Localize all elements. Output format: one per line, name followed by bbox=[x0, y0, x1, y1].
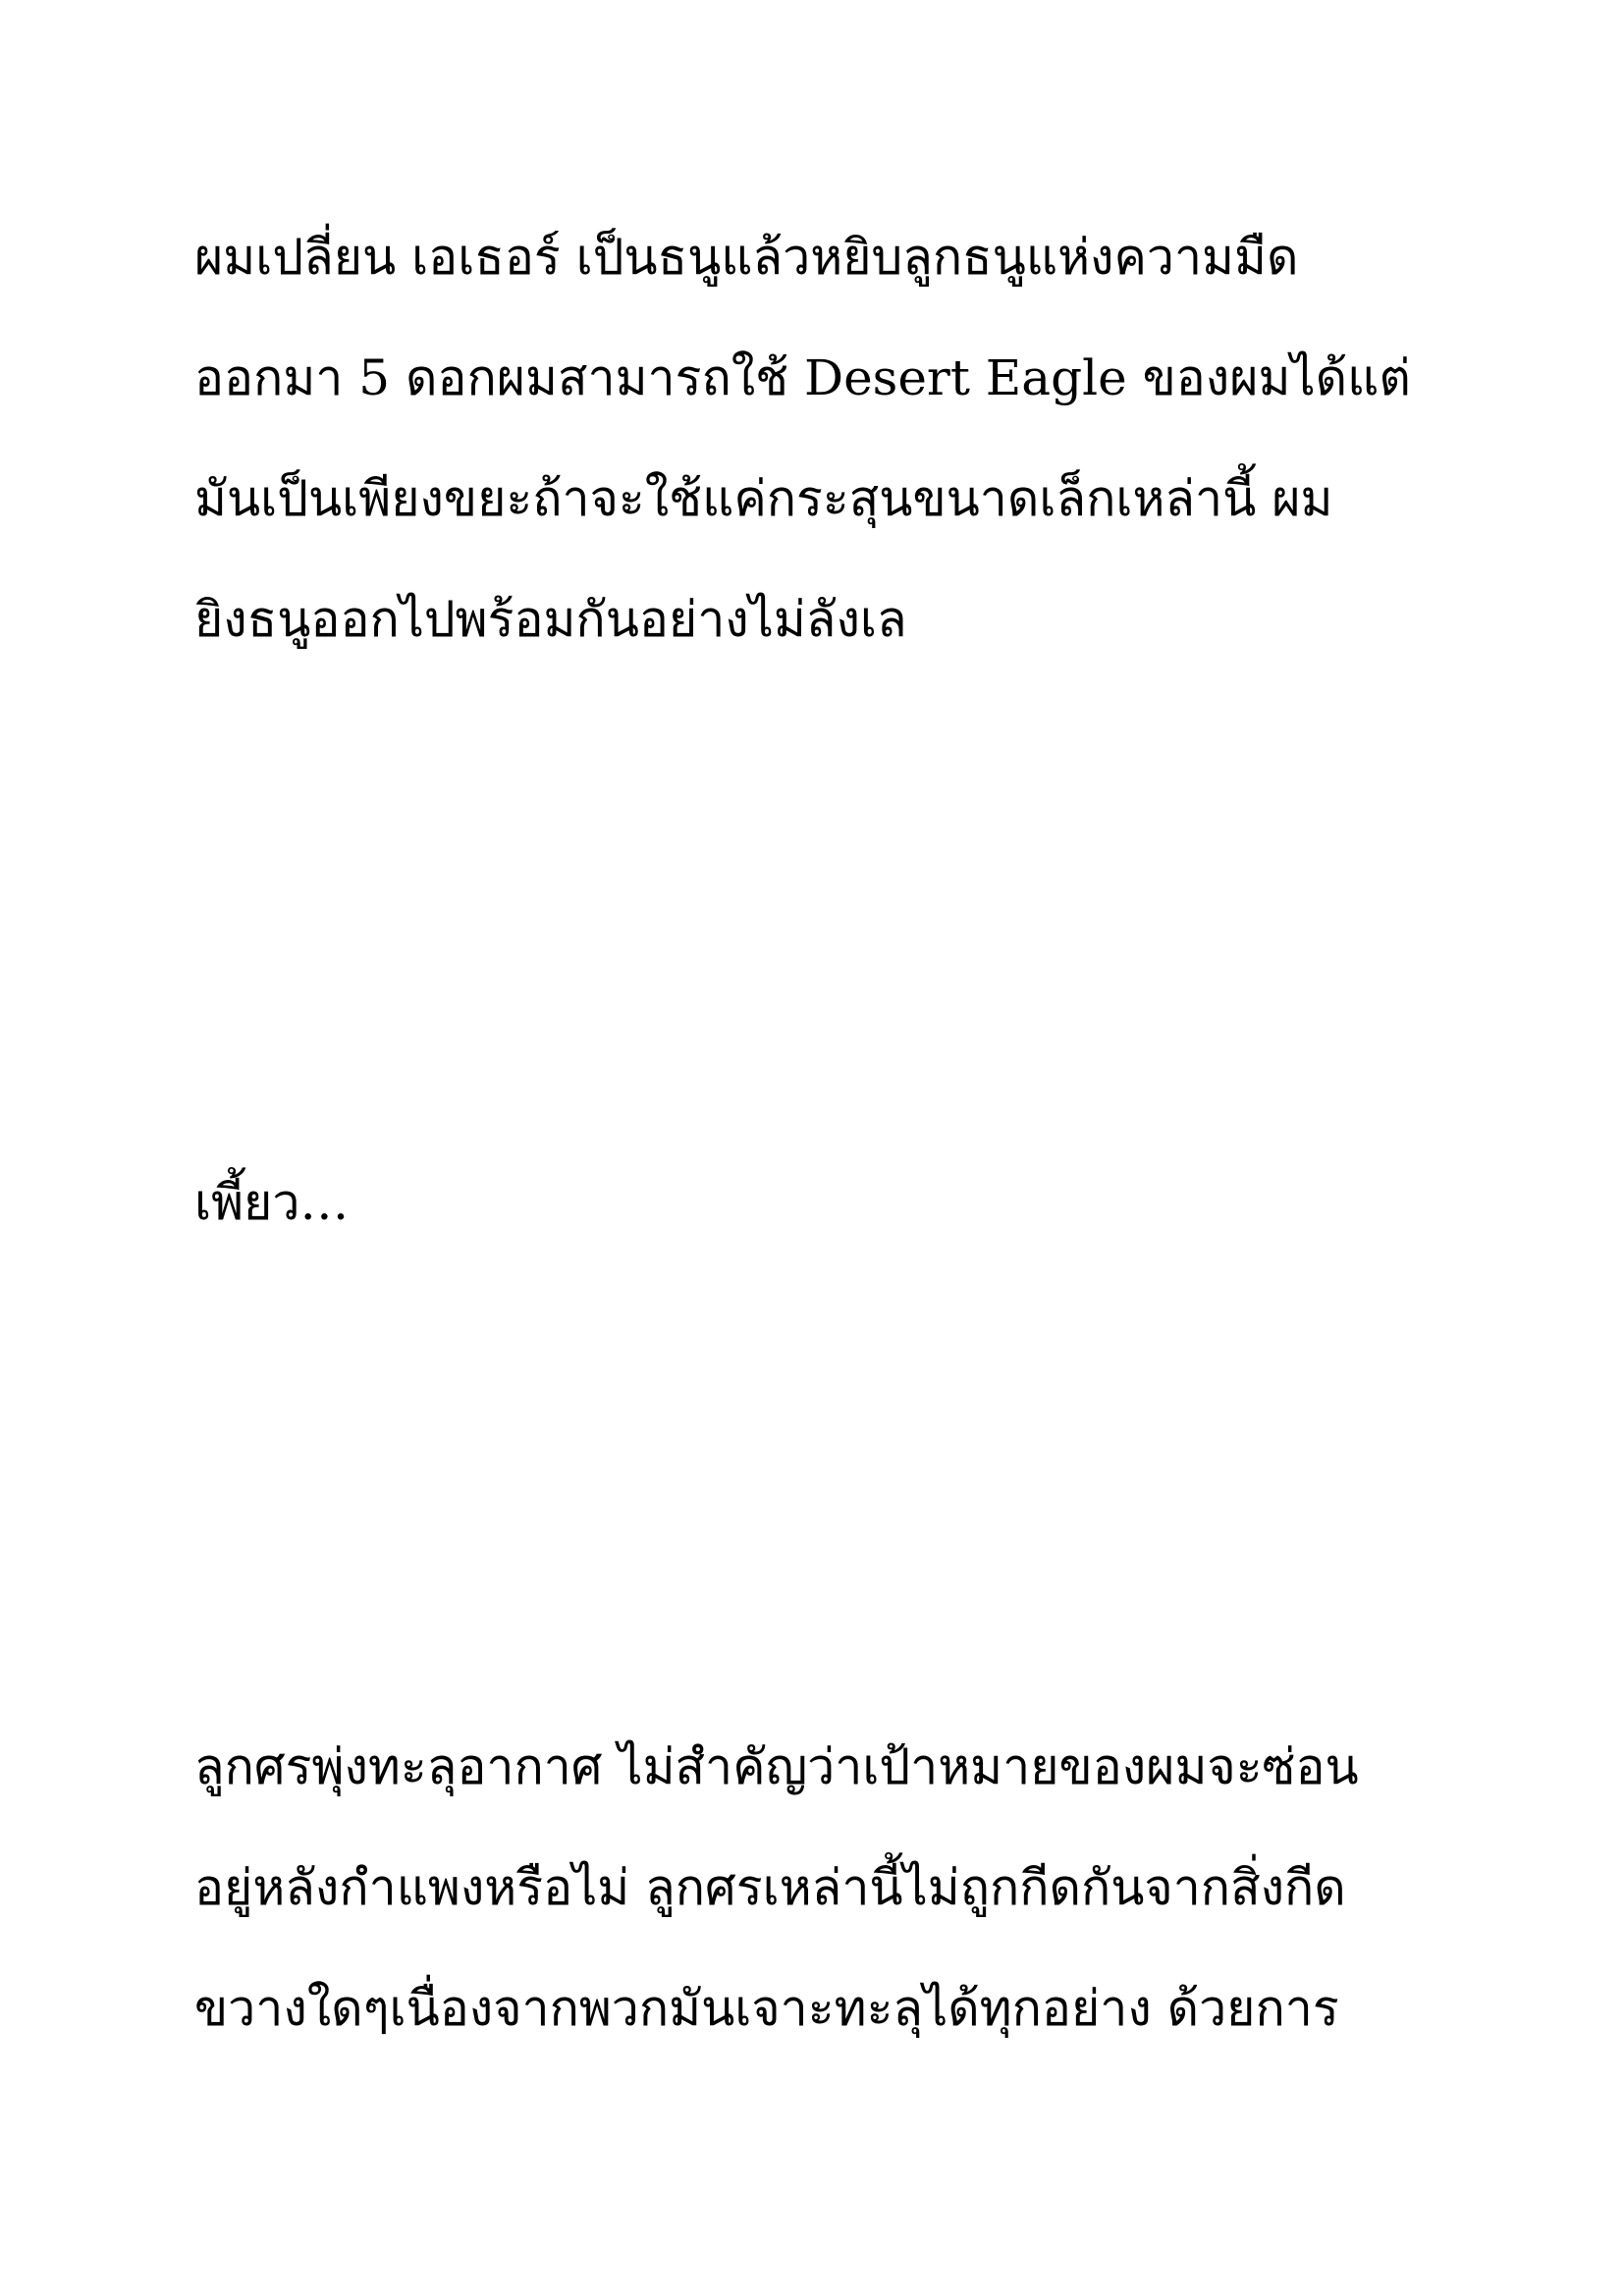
text-line: อยู่หลังกำแพงหรือไม่ ลูกศรเหล่านี้ไม่ถูกกีดกันจากสิ่งกีด bbox=[194, 1859, 1346, 1916]
text-line: มันเป็นเพียงขยะถ้าจะใช้แค่กระสุนขนาดเล็กเหล่านี้ ผม bbox=[194, 470, 1333, 527]
text-line: ยิงธนูออกไปพร้อมกันอย่างไม่ลังเล bbox=[194, 591, 907, 648]
text-line: ลูกศรพุ่งทะลุอากาศ ไม่สำคัญว่าเป้าหมายของผมจะซ่อน bbox=[194, 1738, 1359, 1795]
text-line: ออกมา 5 ดอกผมสามารถใช้ Desert Eagle ของผมได้แต่ bbox=[194, 349, 1411, 406]
text-line: เพี้ยว… bbox=[194, 1174, 350, 1231]
text-line: ผมเปลี่ยน เอเธอร์ เป็นธนูแล้วหยิบลูกธนูแห่งความมืด bbox=[194, 229, 1299, 286]
text-line: ขวางใดๆเนื่องจากพวกมันเจาะทะลุได้ทุกอย่าง ด้วยการ bbox=[194, 1980, 1339, 2037]
